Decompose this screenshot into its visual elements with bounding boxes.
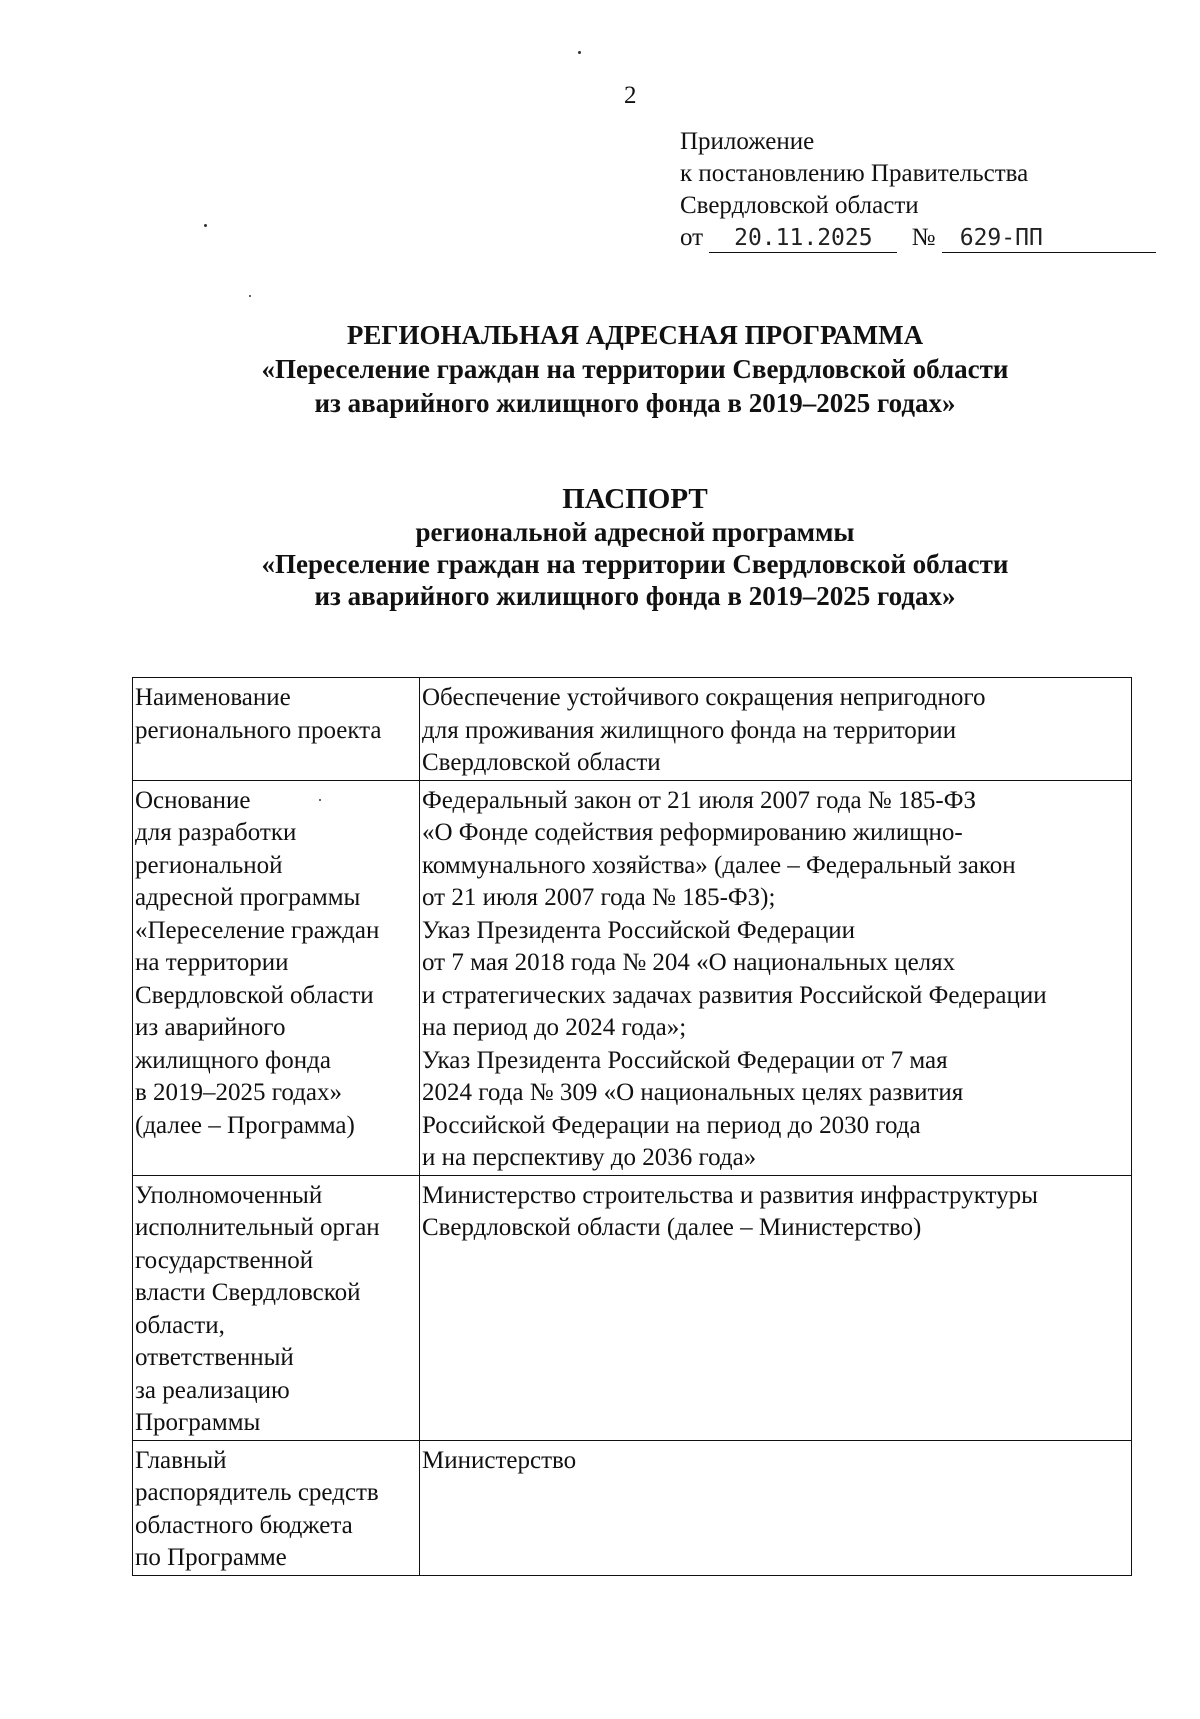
row-label-line: Основание [135,786,251,814]
appendix-line: Приложение [680,128,815,155]
program-title-line: «Переселение граждан на территории Свердловской области [261,354,1009,384]
number-field: 629-ПП [942,224,1156,253]
row-value-line: Свердловской области [422,749,661,776]
passport-title-line: региональной адресной программы [415,517,855,547]
page-number: 2 [624,82,637,109]
row-value-line: «О Фонде содействия реформированию жилищно- [422,819,963,846]
row-label-cell [133,678,420,781]
row-label-line: из аварийного [135,1014,286,1041]
row-value-line: на период до 2024 года»; [422,1014,687,1041]
passport-title-line: из аварийного жилищного фонда в 2019–2025 годах» [314,581,956,611]
passport-table [132,677,1132,1576]
row-label-line: областного бюджета [135,1511,353,1539]
row-label-line: ответственный [135,1344,294,1371]
program-title [0,318,1200,420]
row-value-line: Министерство строительства и развития инфраструктуры [422,1181,1038,1209]
row-value-line: Указ Президента Российской Федерации [422,916,855,944]
row-label-line: региональной [135,851,283,879]
row-value-line: Обеспечение устойчивого сокращения непригодного [422,684,986,711]
row-label-line: для разработки [135,819,297,846]
row-value-line: от 21 июля 2007 года № 185-ФЗ); [422,884,776,911]
row-label-line: на территории [135,949,289,976]
row-label-cell [133,1175,420,1440]
row-value-line: Федеральный закон от 21 июля 2007 года № 185-ФЗ [422,786,976,814]
row-value-line: и стратегических задачах развития Российской Федерации [422,981,1047,1009]
row-value-line: от 7 мая 2018 года № 204 «О национальных целях [422,949,956,976]
row-value-cell [420,1175,1132,1440]
row-value-line: Российской Федерации на период до 2030 года [422,1111,921,1139]
order-date-number-line [680,222,1156,254]
passport-heading: ПАСПОРТ [562,483,708,515]
row-value-line: и на перспективу до 2036 года» [422,1144,757,1171]
date-prefix: от [680,224,704,251]
row-value-line: Указ Президента Российской Федерации от 7 мая [422,1046,948,1074]
row-value-line: Свердловской области (далее – Министерство) [422,1214,922,1241]
row-label-line: Наименование [135,684,291,711]
row-label-line: в 2019–2025 годах» [135,1079,343,1106]
row-label-line: жилищного фонда [135,1046,331,1074]
row-label-line: по Программе [135,1544,287,1571]
row-value-cell [420,1440,1132,1575]
date-field: 20.11.2025 [709,224,897,253]
table-row [133,1440,1132,1575]
row-label-cell [133,780,420,1175]
number-prefix: № [911,224,936,251]
row-label-line: (далее – Программа) [135,1111,355,1139]
appendix-line: Свердловской области [680,192,919,219]
row-value-cell [420,678,1132,781]
row-label-line: государственной [135,1246,314,1274]
row-label-line: области, [135,1311,225,1339]
row-label-line: «Переселение граждан [135,916,380,944]
row-label-line: власти Свердловской [135,1279,361,1306]
row-label-line: Свердловской области [135,981,374,1009]
row-label-line: Главный [135,1446,227,1474]
row-value-line: 2024 года № 309 «О национальных целях развития [422,1079,964,1106]
row-value-line: коммунального хозяйства» (далее – Федеральный закон [422,851,1016,879]
row-label-cell [133,1440,420,1575]
row-label-line: Уполномоченный [135,1181,323,1209]
row-value-line: для проживания жилищного фонда на территории [422,716,957,744]
program-title-line: РЕГИОНАЛЬНАЯ АДРЕСНАЯ ПРОГРАММА [346,320,924,350]
appendix-line: к постановлению Правительства [680,160,1029,187]
appendix-block [680,126,1156,254]
row-value-line: Министерство [422,1446,577,1474]
row-label-line: исполнительный орган [135,1214,380,1241]
row-label-line: регионального проекта [135,716,382,744]
table-row [133,678,1132,781]
row-label-line: за реализацию [135,1376,290,1404]
passport-title [0,482,1200,612]
row-label-line: Программы [135,1409,261,1436]
passport-title-line: «Переселение граждан на территории Свердловской области [261,549,1009,579]
table-row [133,1175,1132,1440]
table-row [133,780,1132,1175]
row-value-cell [420,780,1132,1175]
program-title-line: из аварийного жилищного фонда в 2019–2025 годах» [314,388,956,418]
row-label-line: адресной программы [135,884,361,911]
row-label-line: распорядитель средств [135,1479,379,1506]
